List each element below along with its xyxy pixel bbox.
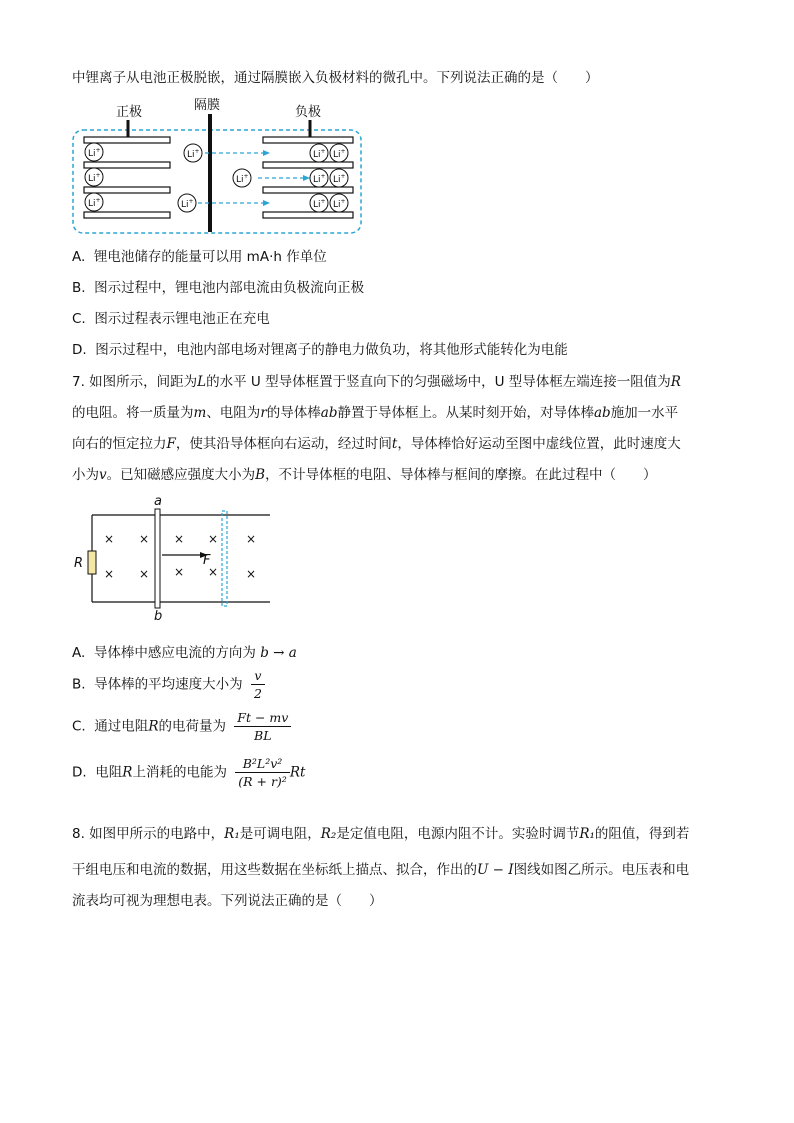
rod-final-position [222, 511, 227, 606]
q7-option-d[interactable]: D. 电阻R上消耗的电能为 $\frac{\text{B²L²v²}}{\text{(R + r)²}}$ Rt [72, 756, 306, 789]
field-into-page-mark: × [208, 565, 219, 579]
option-letter: D. [72, 342, 87, 358]
field-into-page-mark: × [246, 532, 257, 546]
rod-end-label-a: a [154, 494, 162, 509]
lithium-ion-label: Li+ [187, 148, 200, 160]
option-letter: C. [72, 718, 86, 735]
option-text: 锂电池储存的能量可以用 mA·h 作单位 [93, 249, 327, 265]
q7-option-c[interactable]: C. 通过电阻R的电荷量为 $\frac{Ft - mv}{BL}$ [72, 710, 291, 743]
q8-stem-line-3: 流表均可视为理想电表。下列说法正确的是（ ） [72, 893, 383, 909]
field-into-page-mark: × [139, 567, 150, 581]
field-into-page-mark: × [104, 567, 115, 581]
q6-option-c[interactable] [72, 307, 270, 327]
field-into-page-mark: × [139, 532, 150, 546]
force-label: F [203, 553, 211, 568]
field-into-page-mark: × [246, 567, 257, 581]
magnetic-field-marks [104, 532, 256, 581]
resistor-label: R [74, 556, 84, 571]
field-into-page-mark: × [174, 565, 185, 579]
average-velocity-fraction: $\frac{v}{2}$ [251, 668, 265, 701]
option-text: 图示过程中，电池内部电场对锂离子的静电力做负功，将其他形式能转化为电能 [95, 342, 568, 358]
lithium-ion-label: Li+ [333, 198, 346, 210]
option-letter: A. [72, 645, 86, 661]
q8-stem-line-1: 8. 如图甲所示的电路中，R₁是可调电阻，R₂是定值电阻，电源内阻不计。实验时调节R₁的阻值，得到若 [72, 826, 690, 842]
negative-electrode-label: 负极 [295, 105, 322, 120]
q6-option-b[interactable] [72, 276, 364, 296]
lithium-ion-label: Li+ [313, 198, 326, 210]
resistor-r [88, 551, 96, 574]
q7-option-b[interactable] [72, 668, 265, 701]
positive-electrode-label: 正极 [116, 105, 143, 120]
lithium-ion-label: Li+ [88, 172, 101, 184]
energy-fraction: $\frac{\text{B²L²v²}}{\text{(R + r)²}}$ [235, 756, 290, 789]
lithium-battery-diagram [70, 92, 370, 242]
q7-stem-line-4: 小为v。已知磁感应强度大小为B，不计导体框的电阻、导体棒与框间的摩擦。在此过程中（ ） [72, 467, 657, 483]
field-into-page-mark: × [208, 532, 219, 546]
option-text: 导体棒中感应电流的方向为 [93, 645, 256, 661]
lithium-ion-label: Li+ [88, 147, 101, 159]
option-letter: C. [72, 311, 86, 327]
lithium-ion-label: Li+ [236, 173, 249, 185]
option-text: 图示过程表示锂电池正在充电 [94, 311, 270, 327]
option-letter: B. [72, 676, 86, 693]
q8-stem-line-2: 干组电压和电流的数据，用这些数据在坐标纸上描点、拟合，作出的U − I图线如图乙所示。电压表和电 [72, 862, 690, 878]
conductor-rod-ab [155, 509, 160, 608]
lithium-ion-label: Li+ [333, 173, 346, 185]
field-into-page-mark: × [104, 532, 115, 546]
ion-migration-arrows [198, 153, 306, 203]
rod-end-label-b: b [154, 609, 163, 622]
q6-intro-text: 中锂离子从电池正极脱嵌，通过隔膜嵌入负极材料的微孔中。下列说法正确的是（ ） [72, 70, 599, 86]
lithium-ion-label: Li+ [88, 197, 101, 209]
separator-label: 隔膜 [194, 98, 221, 113]
option-text: 导体棒的平均速度大小为 [94, 676, 243, 693]
q7-stem-line-2: 的电阻。将一质量为m、电阻为r的导体棒ab静置于导体框上。从某时刻开始，对导体棒ab施加一水平 [72, 405, 679, 421]
lithium-ion-label: Li+ [333, 148, 346, 160]
field-into-page-mark: × [174, 532, 185, 546]
q6-option-a[interactable] [72, 245, 327, 265]
option-text: 通过电阻 [94, 718, 149, 735]
lithium-ion-label: Li+ [313, 173, 326, 185]
option-letter: B. [72, 280, 86, 296]
option-text: 电阻 [95, 764, 123, 781]
q7-stem-line-3: 向右的恒定拉力F，使其沿导体框向右运动，经过时间t，导体棒恰好运动至图中虚线位置，此时速度大 [72, 436, 681, 452]
lithium-ion-label: Li+ [313, 148, 326, 160]
q6-option-d[interactable] [72, 338, 568, 358]
q7-stem-line-1: 7. 如图所示，间距为L的水平 U 型导体框置于竖直向下的匀强磁场中，U 型导体框左端连接一阻值为R [72, 374, 681, 390]
option-letter: A. [72, 249, 86, 265]
charge-fraction: $\frac{Ft - mv}{BL}$ [234, 710, 291, 743]
u-frame-circuit-diagram [70, 492, 280, 622]
current-direction-expr: b → a [260, 645, 297, 661]
option-letter: D. [72, 764, 87, 781]
u-frame-rails [92, 515, 270, 602]
option-text: 图示过程中，锂电池内部电流由负极流向正极 [94, 280, 365, 296]
lithium-ion-label: Li+ [181, 198, 194, 210]
q7-option-a[interactable] [72, 641, 297, 661]
